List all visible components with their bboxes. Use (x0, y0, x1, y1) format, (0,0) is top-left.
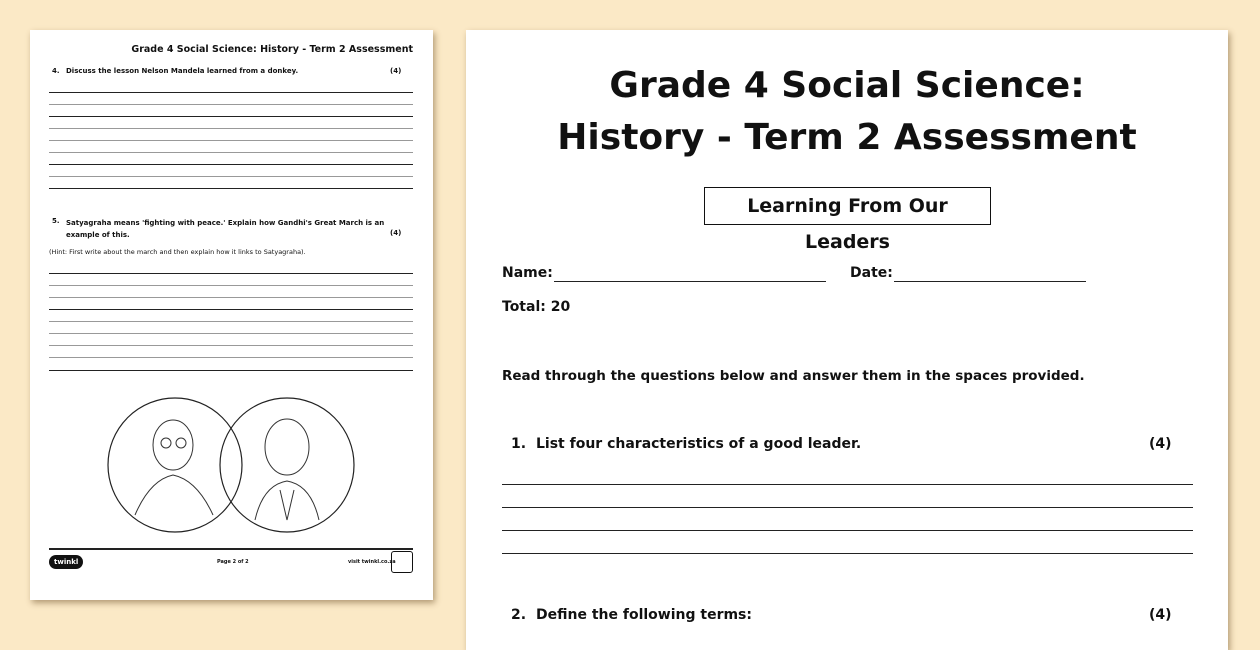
question-1-text: List four characteristics of a good leader. (536, 436, 862, 452)
worksheet-page-1-preview (466, 30, 1228, 650)
question-5-text: Satyagraha means 'fighting with peace.' Explain how Gandhi's Great March is an example of this. (66, 219, 385, 239)
worksheet-title (466, 60, 1228, 164)
instructions: Read through the questions below and answer them in the spaces provided. (502, 368, 1085, 384)
hint-text: (Hint: First write about the march and then explain how it links to Satyagraha). (49, 248, 306, 256)
question-2-number: 2. (511, 607, 527, 623)
question-4-number: 4. (52, 67, 60, 75)
question-1-number: 1. (511, 436, 527, 452)
subtitle-box: Learning From Our Leaders (704, 187, 991, 225)
page-header: Grade 4 Social Science: History - Term 2 Assessment (131, 44, 413, 55)
question-1-marks: (4) (1149, 436, 1172, 452)
total-marks: Total: 20 (502, 299, 571, 315)
question-5-marks: (4) (390, 229, 402, 237)
question-2-text: Define the following terms: (536, 607, 752, 623)
title-line-1: Grade 4 Social Science: (609, 65, 1085, 106)
question-4-marks: (4) (390, 67, 402, 75)
name-field[interactable] (554, 281, 826, 282)
title-line-2: History - Term 2 Assessment (557, 117, 1137, 158)
question-4-text: Discuss the lesson Nelson Mandela learned from a donkey. (66, 67, 299, 75)
question-5-number: 5. (52, 217, 60, 225)
mandela-portrait-icon (255, 419, 319, 520)
date-field[interactable] (894, 281, 1086, 282)
date-label: Date: (850, 265, 893, 281)
worksheet-page-2-preview (30, 30, 433, 600)
question-2-marks: (4) (1149, 607, 1172, 623)
page-number: Page 2 of 2 (217, 559, 249, 565)
gandhi-mandela-illustration (105, 395, 357, 535)
twinkl-logo: twinkl (49, 555, 83, 569)
site-link: visit twinkl.co.za (348, 559, 396, 565)
name-label: Name: (502, 265, 553, 281)
gandhi-portrait-icon (135, 420, 213, 515)
quality-badge-icon (391, 551, 413, 573)
